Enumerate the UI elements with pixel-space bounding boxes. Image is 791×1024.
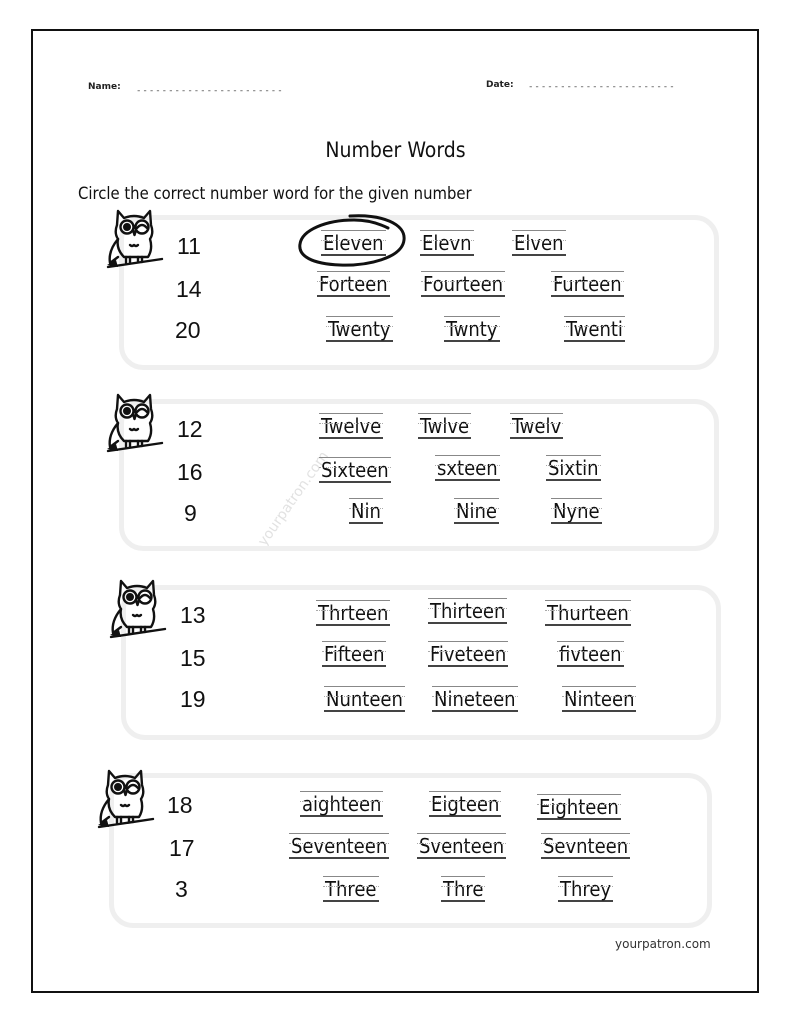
number-label: 14 xyxy=(176,276,202,302)
date-field[interactable]: ----------------------- xyxy=(528,82,676,92)
number-label: 9 xyxy=(184,500,197,526)
owl-icon xyxy=(104,205,166,273)
number-label: 3 xyxy=(175,876,188,902)
word-option[interactable]: fivteen xyxy=(559,642,622,666)
owl-icon xyxy=(95,765,157,833)
word-option[interactable]: Thurteen xyxy=(547,601,629,625)
name-label: Name: xyxy=(88,82,121,92)
name-field[interactable]: ----------------------- xyxy=(136,86,284,96)
group-box-1 xyxy=(119,215,719,370)
group-box-3 xyxy=(121,585,721,740)
word-option[interactable]: Eighteen xyxy=(539,795,619,819)
word-option[interactable]: Furteen xyxy=(553,272,622,296)
word-option[interactable]: Nineteen xyxy=(434,687,516,711)
word-option[interactable]: Fourteen xyxy=(423,272,504,296)
word-option[interactable]: Twnty xyxy=(446,317,498,341)
number-label: 19 xyxy=(180,686,206,712)
number-label: 18 xyxy=(167,792,193,818)
word-option[interactable]: Twenty xyxy=(328,317,391,341)
word-option[interactable]: Thirteen xyxy=(430,599,506,623)
word-option[interactable]: Eigteen xyxy=(431,792,500,816)
number-label: 13 xyxy=(180,602,206,628)
word-option[interactable]: aighteen xyxy=(302,792,382,816)
word-option[interactable]: Nin xyxy=(351,499,381,523)
word-option[interactable]: Nunteen xyxy=(326,687,403,711)
number-label: 12 xyxy=(177,416,203,442)
word-option[interactable]: sxteen xyxy=(437,456,498,480)
number-label: 16 xyxy=(177,459,203,485)
word-option[interactable]: Seventeen xyxy=(291,834,388,858)
owl-icon xyxy=(107,575,169,643)
word-option[interactable]: Elevn xyxy=(422,231,472,255)
word-option[interactable]: Sventeen xyxy=(419,834,505,858)
number-label: 11 xyxy=(177,233,201,259)
word-option[interactable]: Ninteen xyxy=(564,687,635,711)
word-option[interactable]: Sixteen xyxy=(321,458,389,482)
number-label: 17 xyxy=(169,835,195,861)
number-label: 15 xyxy=(180,645,206,671)
word-option[interactable]: Nyne xyxy=(553,499,600,523)
word-option[interactable]: Elven xyxy=(514,231,564,255)
footer-site-link[interactable]: yourpatron.com xyxy=(615,937,711,951)
word-option[interactable]: Twenti xyxy=(566,317,623,341)
word-option[interactable]: Twelve xyxy=(321,414,382,438)
date-label: Date: xyxy=(486,80,514,90)
word-option[interactable]: Three xyxy=(325,877,377,901)
word-option[interactable]: Twelv xyxy=(512,414,562,438)
word-option[interactable]: Twlve xyxy=(420,414,470,438)
word-option[interactable]: Sevnteen xyxy=(543,834,629,858)
word-option[interactable]: Forteen xyxy=(319,272,388,296)
word-option[interactable]: Eleven xyxy=(323,231,384,255)
word-option[interactable]: Nine xyxy=(456,499,497,523)
owl-icon xyxy=(104,389,166,457)
word-option[interactable]: Thrteen xyxy=(318,601,389,625)
word-option[interactable]: Thre xyxy=(443,877,484,901)
number-label: 20 xyxy=(175,317,201,343)
word-option[interactable]: Fifteen xyxy=(324,642,385,666)
watermark: yourpatron.com xyxy=(255,448,333,550)
page-title: Number Words xyxy=(325,138,466,162)
instructions: Circle the correct number word for the given number xyxy=(78,184,472,203)
word-option[interactable]: Fiveteen xyxy=(430,642,507,666)
word-option[interactable]: Sixtin xyxy=(548,456,599,480)
word-option[interactable]: Threy xyxy=(560,877,612,901)
